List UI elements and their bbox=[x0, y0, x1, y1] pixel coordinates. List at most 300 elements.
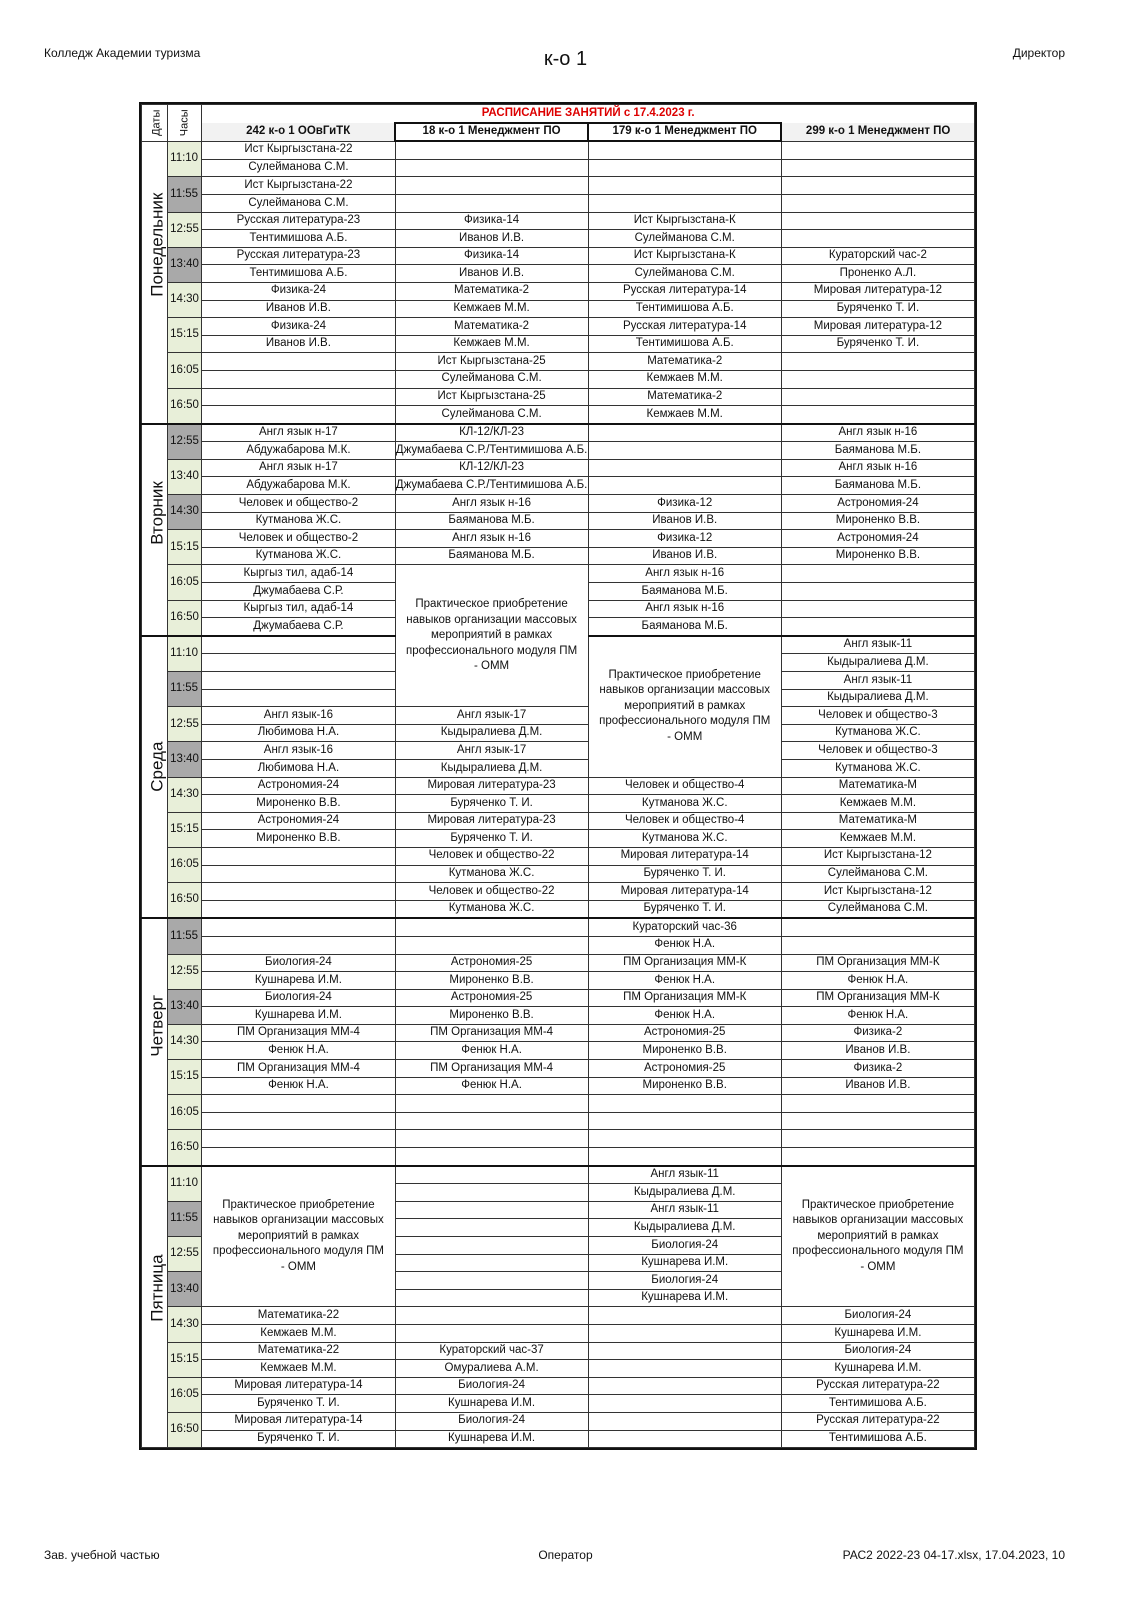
group-header: 299 к-о 1 Менеджмент ПО bbox=[781, 123, 974, 142]
teacher-cell: Фенюк Н.А. bbox=[202, 1042, 395, 1060]
teacher-cell bbox=[395, 194, 588, 212]
day-label: Понедельник bbox=[142, 141, 168, 424]
schedule-row bbox=[142, 194, 975, 212]
schedule-row bbox=[142, 530, 975, 548]
schedule-row bbox=[142, 1430, 975, 1448]
subject-cell: Мировая литература-14 bbox=[588, 883, 781, 901]
practical-block: Практическое приобретение навыков организации массовых мероприятий в рамках профессионального модуля ПМ - ОММ bbox=[202, 1166, 395, 1307]
subject-cell: Биология-24 bbox=[781, 1307, 974, 1325]
subject-cell: Человек и общество-4 bbox=[588, 777, 781, 795]
subject-cell: Англ язык-16 bbox=[202, 742, 395, 760]
teacher-cell bbox=[588, 1148, 781, 1166]
subject-cell: Мировая литература-14 bbox=[202, 1377, 395, 1395]
schedule-row bbox=[142, 972, 975, 990]
time-cell: 13:40 bbox=[168, 459, 202, 494]
subject-cell bbox=[781, 141, 974, 159]
time-cell: 14:30 bbox=[168, 282, 202, 317]
subject-cell: Человек и общество-22 bbox=[395, 847, 588, 865]
subject-cell: Англ язык-11 bbox=[588, 1201, 781, 1219]
teacher-cell bbox=[781, 230, 974, 248]
teacher-cell: Кутманова Ж.С. bbox=[781, 724, 974, 742]
teacher-cell bbox=[395, 159, 588, 177]
teacher-cell: Сулейманова С.М. bbox=[202, 159, 395, 177]
teacher-cell: Кутманова Ж.С. bbox=[588, 795, 781, 813]
schedule-row bbox=[142, 1095, 975, 1113]
schedule-row bbox=[142, 865, 975, 883]
subject-cell bbox=[588, 1307, 781, 1325]
schedule-row bbox=[142, 1307, 975, 1325]
teacher-cell: Кемжаев М.М. bbox=[781, 795, 974, 813]
subject-cell bbox=[588, 1412, 781, 1430]
schedule-row bbox=[142, 830, 975, 848]
time-cell: 13:40 bbox=[168, 247, 202, 282]
subject-cell bbox=[781, 918, 974, 936]
subject-cell: Математика-2 bbox=[395, 282, 588, 300]
schedule-row bbox=[142, 795, 975, 813]
schedule-row bbox=[142, 159, 975, 177]
teacher-cell: Сулейманова С.М. bbox=[781, 865, 974, 883]
subject-cell bbox=[588, 424, 781, 442]
teacher-cell: Кемжаев М.М. bbox=[202, 1360, 395, 1378]
subject-cell: Ист Кыргызстана-12 bbox=[781, 847, 974, 865]
teacher-cell: Фенюк Н.А. bbox=[588, 936, 781, 954]
subject-cell bbox=[781, 1095, 974, 1113]
teacher-cell bbox=[202, 900, 395, 918]
subject-cell: Ист Кыргызстана-К bbox=[588, 212, 781, 230]
teacher-cell: Кутманова Ж.С. bbox=[395, 865, 588, 883]
subject-cell: Русская литература-14 bbox=[588, 318, 781, 336]
teacher-cell: Абдужабарова М.К. bbox=[202, 442, 395, 460]
teacher-cell: Фенюк Н.А. bbox=[395, 1077, 588, 1095]
subject-cell bbox=[395, 1130, 588, 1148]
time-cell: 12:55 bbox=[168, 212, 202, 247]
subject-cell bbox=[202, 636, 395, 654]
subject-cell bbox=[202, 672, 395, 690]
time-cell: 15:15 bbox=[168, 1060, 202, 1095]
subject-cell: Кураторский час-36 bbox=[588, 918, 781, 936]
subject-cell: Русская литература-14 bbox=[588, 282, 781, 300]
schedule-row bbox=[142, 459, 975, 477]
teacher-cell: Омуралиева А.М. bbox=[395, 1360, 588, 1378]
teacher-cell: Сулейманова С.М. bbox=[781, 900, 974, 918]
teacher-cell: Мироненко В.В. bbox=[588, 1077, 781, 1095]
schedule-row bbox=[142, 424, 975, 442]
time-cell: 12:55 bbox=[168, 954, 202, 989]
teacher-cell bbox=[395, 936, 588, 954]
schedule-row bbox=[142, 370, 975, 388]
subject-cell: Русская литература-23 bbox=[202, 212, 395, 230]
schedule-row bbox=[142, 335, 975, 353]
subject-cell: Кыргыз тил, адаб-14 bbox=[202, 600, 395, 618]
teacher-cell bbox=[202, 654, 395, 672]
schedule-row bbox=[142, 406, 975, 424]
teacher-cell: Тентимишова А.Б. bbox=[202, 265, 395, 283]
teacher-cell: Мироненко В.В. bbox=[781, 547, 974, 565]
teacher-cell: Кушнарева И.М. bbox=[588, 1289, 781, 1307]
time-cell: 16:05 bbox=[168, 1377, 202, 1412]
teacher-cell: Проненко А.Л. bbox=[781, 265, 974, 283]
schedule-row bbox=[142, 230, 975, 248]
teacher-cell: Фенюк Н.А. bbox=[588, 1007, 781, 1025]
subject-cell bbox=[588, 1342, 781, 1360]
subject-cell bbox=[781, 177, 974, 195]
subject-cell: Англ язык н-16 bbox=[395, 530, 588, 548]
teacher-cell bbox=[781, 406, 974, 424]
schedule-row bbox=[142, 247, 975, 265]
time-cell: 16:50 bbox=[168, 388, 202, 424]
footer-file-info: РАС2 2022-23 04-17.xlsx, 17.04.2023, 10 bbox=[842, 1548, 1065, 1562]
subject-cell: Ист Кыргызстана-12 bbox=[781, 883, 974, 901]
subject-cell: Мировая литература-23 bbox=[395, 777, 588, 795]
schedule-row bbox=[142, 759, 975, 777]
subject-cell: Математика-М bbox=[781, 812, 974, 830]
subject-cell bbox=[588, 459, 781, 477]
schedule-row bbox=[142, 918, 975, 936]
teacher-cell bbox=[588, 194, 781, 212]
subject-cell bbox=[588, 141, 781, 159]
teacher-cell bbox=[588, 442, 781, 460]
schedule-row bbox=[142, 212, 975, 230]
time-cell: 16:50 bbox=[168, 1130, 202, 1166]
teacher-cell bbox=[202, 370, 395, 388]
subject-cell bbox=[395, 1307, 588, 1325]
teacher-cell: Кушнарева И.М. bbox=[781, 1324, 974, 1342]
subject-cell bbox=[202, 1130, 395, 1148]
teacher-cell: Фенюк Н.А. bbox=[781, 972, 974, 990]
teacher-cell: Кыдыралиева Д.М. bbox=[395, 759, 588, 777]
teacher-cell bbox=[202, 1112, 395, 1130]
subject-cell: Англ язык-17 bbox=[395, 707, 588, 725]
teacher-cell: Кемжаев М.М. bbox=[202, 1324, 395, 1342]
subject-cell: Физика-12 bbox=[588, 530, 781, 548]
teacher-cell bbox=[395, 1254, 588, 1272]
time-cell: 13:40 bbox=[168, 1272, 202, 1307]
teacher-cell: Буряченко Т. И. bbox=[395, 795, 588, 813]
subject-cell bbox=[781, 600, 974, 618]
teacher-cell bbox=[395, 1184, 588, 1202]
teacher-cell bbox=[588, 1112, 781, 1130]
teacher-cell bbox=[781, 159, 974, 177]
subject-cell: Астрономия-25 bbox=[395, 954, 588, 972]
teacher-cell: Кыдыралиева Д.М. bbox=[588, 1219, 781, 1237]
teacher-cell: Джумабаева С.Р./Тентимишова А.Б. bbox=[395, 442, 588, 460]
subject-cell: Человек и общество-4 bbox=[588, 812, 781, 830]
schedule-row bbox=[142, 177, 975, 195]
page-title: к-о 1 bbox=[543, 48, 588, 70]
teacher-cell: Кутманова Ж.С. bbox=[588, 830, 781, 848]
time-cell: 14:30 bbox=[168, 1307, 202, 1342]
teacher-cell bbox=[588, 1324, 781, 1342]
teacher-cell: Иванов И.В. bbox=[202, 300, 395, 318]
teacher-cell: Баяманова М.Б. bbox=[781, 442, 974, 460]
schedule-row bbox=[142, 707, 975, 725]
schedule-row bbox=[142, 900, 975, 918]
time-cell: 16:05 bbox=[168, 1095, 202, 1130]
teacher-cell: Мироненко В.В. bbox=[781, 512, 974, 530]
subject-cell: КЛ-12/КЛ-23 bbox=[395, 459, 588, 477]
subject-cell: Астрономия-25 bbox=[588, 1024, 781, 1042]
subject-cell: Англ язык н-17 bbox=[202, 424, 395, 442]
schedule-row bbox=[142, 1395, 975, 1413]
subject-cell: Математика-2 bbox=[588, 388, 781, 406]
teacher-cell: Кемжаев М.М. bbox=[395, 335, 588, 353]
schedule-table bbox=[139, 102, 977, 1450]
teacher-cell: Кушнарева И.М. bbox=[202, 972, 395, 990]
teacher-cell bbox=[395, 1289, 588, 1307]
subject-cell bbox=[781, 388, 974, 406]
schedule-row bbox=[142, 495, 975, 513]
teacher-cell: Джумабаева С.Р. bbox=[202, 583, 395, 601]
subject-cell: Русская литература-22 bbox=[781, 1377, 974, 1395]
schedule-title: РАСПИСАНИЕ ЗАНЯТИЙ с 17.4.2023 г. bbox=[202, 105, 975, 123]
dates-header: Даты bbox=[142, 105, 168, 142]
teacher-cell: Баяманова М.Б. bbox=[588, 583, 781, 601]
teacher-cell: Любимова Н.А. bbox=[202, 724, 395, 742]
subject-cell: Англ язык н-16 bbox=[588, 600, 781, 618]
teacher-cell: Кушнарева И.М. bbox=[202, 1007, 395, 1025]
teacher-cell: Тентимишова А.Б. bbox=[202, 230, 395, 248]
teacher-cell: Сулейманова С.М. bbox=[395, 370, 588, 388]
subject-cell: Физика-24 bbox=[202, 318, 395, 336]
subject-cell: Биология-24 bbox=[588, 1237, 781, 1255]
subject-cell bbox=[781, 212, 974, 230]
schedule-row bbox=[142, 388, 975, 406]
subject-cell: Ист Кыргызстана-22 bbox=[202, 177, 395, 195]
subject-cell: Биология-24 bbox=[781, 1342, 974, 1360]
teacher-cell: Иванов И.В. bbox=[202, 335, 395, 353]
time-cell: 11:55 bbox=[168, 1201, 202, 1236]
teacher-cell: Тентимишова А.Б. bbox=[588, 300, 781, 318]
subject-cell: Математика-2 bbox=[588, 353, 781, 371]
teacher-cell bbox=[781, 1112, 974, 1130]
practical-block: Практическое приобретение навыков организации массовых мероприятий в рамках профессионального модуля ПМ - ОММ bbox=[588, 636, 781, 777]
teacher-cell: Иванов И.В. bbox=[588, 547, 781, 565]
teacher-cell: Кушнарева И.М. bbox=[781, 1360, 974, 1378]
footer-deputy: Зав. учебной частью bbox=[44, 1548, 160, 1562]
college-name: Колледж Академии туризма bbox=[44, 46, 201, 60]
teacher-cell: Баяманова М.Б. bbox=[395, 512, 588, 530]
teacher-cell: Мироненко В.В. bbox=[202, 830, 395, 848]
schedule-row bbox=[142, 724, 975, 742]
subject-cell bbox=[588, 1130, 781, 1148]
subject-cell: Физика-2 bbox=[781, 1024, 974, 1042]
teacher-cell bbox=[202, 1148, 395, 1166]
subject-cell: Кыргыз тил, адаб-14 bbox=[202, 565, 395, 583]
teacher-cell bbox=[202, 936, 395, 954]
teacher-cell: Кемжаев М.М. bbox=[588, 406, 781, 424]
schedule-row bbox=[142, 1007, 975, 1025]
subject-cell: Кураторский час-2 bbox=[781, 247, 974, 265]
subject-cell: Биология-24 bbox=[202, 954, 395, 972]
schedule-row bbox=[142, 512, 975, 530]
subject-cell bbox=[781, 565, 974, 583]
subject-cell: Физика-14 bbox=[395, 247, 588, 265]
subject-cell: Русская литература-23 bbox=[202, 247, 395, 265]
subject-cell: ПМ Организация ММ-К bbox=[588, 989, 781, 1007]
teacher-cell bbox=[395, 1112, 588, 1130]
day-label: Пятница bbox=[142, 1166, 168, 1448]
subject-cell: Ист Кыргызстана-22 bbox=[202, 141, 395, 159]
subject-cell bbox=[781, 1130, 974, 1148]
subject-cell: ПМ Организация ММ-4 bbox=[202, 1024, 395, 1042]
subject-cell: Мировая литература-14 bbox=[202, 1412, 395, 1430]
teacher-cell: Кыдыралиева Д.М. bbox=[395, 724, 588, 742]
subject-cell: Англ язык-11 bbox=[781, 672, 974, 690]
teacher-cell: Абдужабарова М.К. bbox=[202, 477, 395, 495]
time-cell: 11:55 bbox=[168, 177, 202, 212]
time-cell: 15:15 bbox=[168, 530, 202, 565]
hours-header: Часы bbox=[168, 105, 202, 142]
subject-cell: Англ язык-16 bbox=[202, 707, 395, 725]
subject-cell: Человек и общество-22 bbox=[395, 883, 588, 901]
teacher-cell: Баяманова М.Б. bbox=[395, 547, 588, 565]
subject-cell bbox=[588, 1377, 781, 1395]
subject-cell: Англ язык н-16 bbox=[395, 495, 588, 513]
time-cell: 11:10 bbox=[168, 636, 202, 672]
teacher-cell: Иванов И.В. bbox=[395, 265, 588, 283]
subject-cell bbox=[395, 1095, 588, 1113]
subject-cell: Астрономия-24 bbox=[202, 812, 395, 830]
teacher-cell bbox=[588, 477, 781, 495]
group-header: 18 к-о 1 Менеджмент ПО bbox=[395, 123, 588, 142]
time-cell: 11:55 bbox=[168, 672, 202, 707]
director-label: Директор bbox=[1012, 46, 1065, 60]
teacher-cell bbox=[588, 1395, 781, 1413]
subject-cell: Англ язык-11 bbox=[588, 1166, 781, 1184]
time-cell: 12:55 bbox=[168, 707, 202, 742]
subject-cell: ПМ Организация ММ-К bbox=[781, 989, 974, 1007]
schedule-row bbox=[142, 1412, 975, 1430]
subject-cell: Мировая литература-12 bbox=[781, 318, 974, 336]
schedule-row bbox=[142, 141, 975, 159]
teacher-cell: Сулейманова С.М. bbox=[202, 194, 395, 212]
subject-cell bbox=[202, 883, 395, 901]
subject-cell: Биология-24 bbox=[395, 1412, 588, 1430]
teacher-cell: Иванов И.В. bbox=[395, 230, 588, 248]
time-cell: 16:50 bbox=[168, 1412, 202, 1447]
schedule-row bbox=[142, 883, 975, 901]
subject-cell: Астрономия-25 bbox=[395, 989, 588, 1007]
subject-cell: Физика-24 bbox=[202, 282, 395, 300]
teacher-cell bbox=[202, 689, 395, 707]
subject-cell: ПМ Организация ММ-4 bbox=[395, 1060, 588, 1078]
teacher-cell bbox=[202, 865, 395, 883]
subject-cell bbox=[781, 353, 974, 371]
teacher-cell bbox=[395, 1148, 588, 1166]
schedule-row bbox=[142, 282, 975, 300]
teacher-cell: Кутманова Ж.С. bbox=[202, 547, 395, 565]
time-cell: 12:55 bbox=[168, 1237, 202, 1272]
subject-cell: ПМ Организация ММ-4 bbox=[202, 1060, 395, 1078]
teacher-cell: Любимова Н.А. bbox=[202, 759, 395, 777]
time-cell: 16:50 bbox=[168, 883, 202, 919]
schedule-row bbox=[142, 442, 975, 460]
subject-cell bbox=[202, 1095, 395, 1113]
teacher-cell: Фенюк Н.А. bbox=[202, 1077, 395, 1095]
schedule-row bbox=[142, 954, 975, 972]
subject-cell: КЛ-12/КЛ-23 bbox=[395, 424, 588, 442]
schedule-row bbox=[142, 1324, 975, 1342]
subject-cell: Математика-22 bbox=[202, 1342, 395, 1360]
teacher-cell: Кемжаев М.М. bbox=[781, 830, 974, 848]
schedule-row bbox=[142, 477, 975, 495]
time-cell: 11:55 bbox=[168, 918, 202, 954]
teacher-cell bbox=[781, 370, 974, 388]
subject-cell bbox=[588, 1095, 781, 1113]
practical-block: Практическое приобретение навыков организации массовых мероприятий в рамках профессионального модуля ПМ - ОММ bbox=[395, 565, 588, 707]
time-cell: 14:30 bbox=[168, 1024, 202, 1059]
time-cell: 15:15 bbox=[168, 812, 202, 847]
teacher-cell: Мироненко В.В. bbox=[202, 795, 395, 813]
time-cell: 16:05 bbox=[168, 565, 202, 600]
teacher-cell: Тентимишова А.Б. bbox=[588, 335, 781, 353]
time-cell: 11:10 bbox=[168, 1166, 202, 1202]
subject-cell: Ист Кыргызстана-25 bbox=[395, 388, 588, 406]
subject-cell: Ист Кыргызстана-К bbox=[588, 247, 781, 265]
teacher-cell bbox=[781, 194, 974, 212]
group-header: 242 к-о 1 ООвГиТК bbox=[202, 123, 395, 142]
subject-cell: Англ язык-11 bbox=[781, 636, 974, 654]
teacher-cell: Тентимишова А.Б. bbox=[781, 1430, 974, 1448]
teacher-cell: Буряченко Т. И. bbox=[202, 1430, 395, 1448]
teacher-cell: Кушнарева И.М. bbox=[588, 1254, 781, 1272]
schedule-row bbox=[142, 1342, 975, 1360]
subject-cell: Физика-14 bbox=[395, 212, 588, 230]
teacher-cell: Мироненко В.В. bbox=[588, 1042, 781, 1060]
teacher-cell: Буряченко Т. И. bbox=[588, 865, 781, 883]
subject-cell: Человек и общество-3 bbox=[781, 742, 974, 760]
subject-cell bbox=[202, 847, 395, 865]
teacher-cell: Кушнарева И.М. bbox=[395, 1395, 588, 1413]
subject-cell bbox=[202, 353, 395, 371]
subject-cell: Англ язык н-16 bbox=[781, 459, 974, 477]
schedule-row bbox=[142, 847, 975, 865]
schedule-row bbox=[142, 547, 975, 565]
subject-cell: Биология-24 bbox=[202, 989, 395, 1007]
schedule-row bbox=[142, 1024, 975, 1042]
time-cell: 16:50 bbox=[168, 600, 202, 636]
subject-cell: Математика-М bbox=[781, 777, 974, 795]
subject-cell: Физика-2 bbox=[781, 1060, 974, 1078]
day-label: Среда bbox=[142, 636, 168, 919]
schedule-row bbox=[142, 1042, 975, 1060]
schedule-row bbox=[142, 742, 975, 760]
time-cell: 13:40 bbox=[168, 989, 202, 1024]
schedule-row bbox=[142, 1166, 975, 1184]
teacher-cell: Буряченко Т. И. bbox=[781, 300, 974, 318]
subject-cell: Русская литература-22 bbox=[781, 1412, 974, 1430]
teacher-cell bbox=[588, 1360, 781, 1378]
teacher-cell: Сулейманова С.М. bbox=[588, 265, 781, 283]
schedule-row bbox=[142, 777, 975, 795]
subject-cell: Астрономия-25 bbox=[588, 1060, 781, 1078]
subject-cell bbox=[202, 918, 395, 936]
subject-cell: Физика-12 bbox=[588, 495, 781, 513]
subject-cell: ПМ Организация ММ-4 bbox=[395, 1024, 588, 1042]
teacher-cell bbox=[588, 1430, 781, 1448]
time-cell: 12:55 bbox=[168, 424, 202, 460]
subject-cell: Биология-24 bbox=[588, 1272, 781, 1290]
time-cell: 11:10 bbox=[168, 141, 202, 177]
teacher-cell: Буряченко Т. И. bbox=[781, 335, 974, 353]
teacher-cell: Мироненко В.В. bbox=[395, 1007, 588, 1025]
subject-cell bbox=[395, 918, 588, 936]
subject-cell: Англ язык н-16 bbox=[588, 565, 781, 583]
teacher-cell: Кыдыралиева Д.М. bbox=[781, 689, 974, 707]
time-cell: 13:40 bbox=[168, 742, 202, 777]
schedule-row bbox=[142, 1130, 975, 1148]
teacher-cell: Баяманова М.Б. bbox=[588, 618, 781, 636]
